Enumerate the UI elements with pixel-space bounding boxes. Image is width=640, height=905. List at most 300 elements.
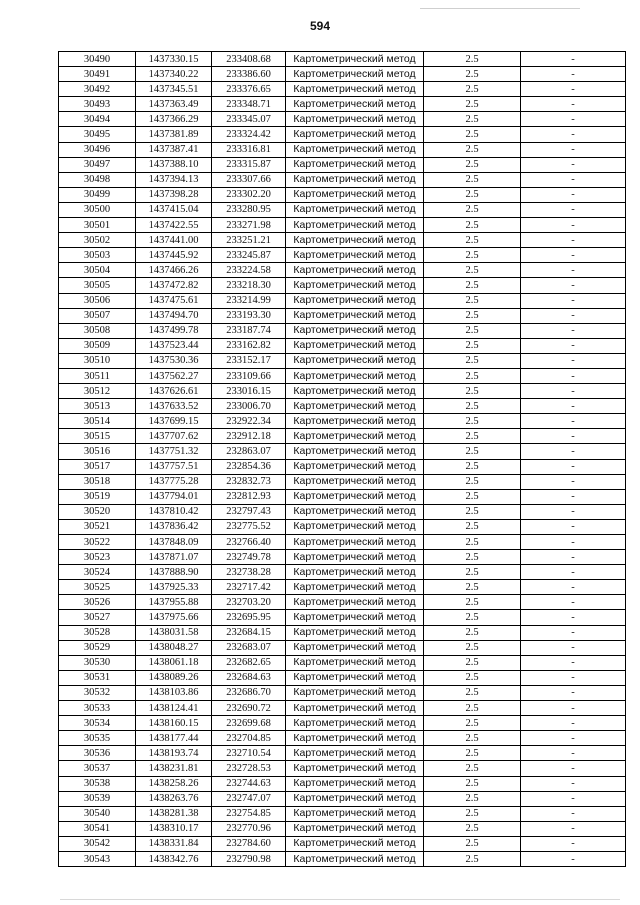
x-coordinate-cell: 1437363.49 [136, 97, 212, 112]
point-number-cell: 30540 [59, 806, 136, 821]
y-coordinate-cell: 232695.95 [212, 610, 286, 625]
point-number-cell: 30527 [59, 610, 136, 625]
method-cell: Картометрический метод [286, 293, 424, 308]
method-cell: Картометрический метод [286, 731, 424, 746]
x-coordinate-cell: 1437475.61 [136, 293, 212, 308]
x-coordinate-cell: 1438281.38 [136, 806, 212, 821]
y-coordinate-cell: 233193.30 [212, 308, 286, 323]
point-number-cell: 30530 [59, 655, 136, 670]
table-row [59, 233, 626, 248]
point-number-cell: 30507 [59, 308, 136, 323]
note-cell: - [521, 580, 626, 595]
y-coordinate-cell: 232770.96 [212, 821, 286, 836]
accuracy-cell: 2.5 [424, 202, 521, 217]
y-coordinate-cell: 233251.21 [212, 233, 286, 248]
table-row [59, 157, 626, 172]
accuracy-cell: 2.5 [424, 384, 521, 399]
note-cell: - [521, 384, 626, 399]
table-row [59, 595, 626, 610]
method-cell: Картометрический метод [286, 308, 424, 323]
note-cell: - [521, 716, 626, 731]
method-cell: Картометрический метод [286, 263, 424, 278]
x-coordinate-cell: 1437387.41 [136, 142, 212, 157]
note-cell: - [521, 504, 626, 519]
point-number-cell: 30528 [59, 625, 136, 640]
accuracy-cell: 2.5 [424, 187, 521, 202]
point-number-cell: 30533 [59, 701, 136, 716]
point-number-cell: 30519 [59, 489, 136, 504]
note-cell: - [521, 776, 626, 791]
point-number-cell: 30513 [59, 399, 136, 414]
note-cell: - [521, 610, 626, 625]
note-cell: - [521, 806, 626, 821]
method-cell: Картометрический метод [286, 248, 424, 263]
accuracy-cell: 2.5 [424, 716, 521, 731]
x-coordinate-cell: 1437466.26 [136, 263, 212, 278]
table-row [59, 806, 626, 821]
x-coordinate-cell: 1438061.18 [136, 655, 212, 670]
accuracy-cell: 2.5 [424, 233, 521, 248]
table-row [59, 625, 626, 640]
table-row [59, 142, 626, 157]
note-cell: - [521, 746, 626, 761]
note-cell: - [521, 444, 626, 459]
point-number-cell: 30491 [59, 67, 136, 82]
y-coordinate-cell: 232775.52 [212, 519, 286, 534]
note-cell: - [521, 489, 626, 504]
method-cell: Картометрический метод [286, 202, 424, 217]
y-coordinate-cell: 233271.98 [212, 218, 286, 233]
method-cell: Картометрический метод [286, 670, 424, 685]
table-row [59, 248, 626, 263]
y-coordinate-cell: 233316.81 [212, 142, 286, 157]
note-cell: - [521, 670, 626, 685]
point-number-cell: 30524 [59, 565, 136, 580]
note-cell: - [521, 851, 626, 866]
x-coordinate-cell: 1437888.90 [136, 565, 212, 580]
accuracy-cell: 2.5 [424, 504, 521, 519]
point-number-cell: 30526 [59, 595, 136, 610]
method-cell: Картометрический метод [286, 791, 424, 806]
method-cell: Картометрический метод [286, 444, 424, 459]
y-coordinate-cell: 232717.42 [212, 580, 286, 595]
accuracy-cell: 2.5 [424, 685, 521, 700]
note-cell: - [521, 414, 626, 429]
y-coordinate-cell: 233214.99 [212, 293, 286, 308]
table-row [59, 474, 626, 489]
method-cell: Картометрический метод [286, 278, 424, 293]
table-row [59, 399, 626, 414]
point-number-cell: 30542 [59, 836, 136, 851]
method-cell: Картометрический метод [286, 353, 424, 368]
accuracy-cell: 2.5 [424, 776, 521, 791]
point-number-cell: 30500 [59, 202, 136, 217]
note-cell: - [521, 701, 626, 716]
accuracy-cell: 2.5 [424, 263, 521, 278]
x-coordinate-cell: 1437366.29 [136, 112, 212, 127]
point-number-cell: 30541 [59, 821, 136, 836]
note-cell: - [521, 218, 626, 233]
x-coordinate-cell: 1438089.26 [136, 670, 212, 685]
table-row [59, 368, 626, 383]
point-number-cell: 30510 [59, 353, 136, 368]
x-coordinate-cell: 1437757.51 [136, 459, 212, 474]
point-number-cell: 30494 [59, 112, 136, 127]
table-row [59, 52, 626, 67]
accuracy-cell: 2.5 [424, 248, 521, 263]
x-coordinate-cell: 1437751.32 [136, 444, 212, 459]
point-number-cell: 30514 [59, 414, 136, 429]
y-coordinate-cell: 232912.18 [212, 429, 286, 444]
method-cell: Картометрический метод [286, 172, 424, 187]
x-coordinate-cell: 1438177.44 [136, 731, 212, 746]
point-number-cell: 30495 [59, 127, 136, 142]
accuracy-cell: 2.5 [424, 142, 521, 157]
point-number-cell: 30538 [59, 776, 136, 791]
accuracy-cell: 2.5 [424, 293, 521, 308]
table-row [59, 731, 626, 746]
method-cell: Картометрический метод [286, 218, 424, 233]
accuracy-cell: 2.5 [424, 97, 521, 112]
accuracy-cell: 2.5 [424, 338, 521, 353]
x-coordinate-cell: 1437925.33 [136, 580, 212, 595]
method-cell: Картометрический метод [286, 761, 424, 776]
x-coordinate-cell: 1438103.86 [136, 685, 212, 700]
table-row [59, 746, 626, 761]
accuracy-cell: 2.5 [424, 535, 521, 550]
y-coordinate-cell: 232738.28 [212, 565, 286, 580]
y-coordinate-cell: 232812.93 [212, 489, 286, 504]
y-coordinate-cell: 233324.42 [212, 127, 286, 142]
x-coordinate-cell: 1437345.51 [136, 82, 212, 97]
method-cell: Картометрический метод [286, 429, 424, 444]
method-cell: Картометрический метод [286, 399, 424, 414]
note-cell: - [521, 67, 626, 82]
y-coordinate-cell: 232684.63 [212, 670, 286, 685]
table-row [59, 776, 626, 791]
point-number-cell: 30502 [59, 233, 136, 248]
point-number-cell: 30508 [59, 323, 136, 338]
note-cell: - [521, 368, 626, 383]
y-coordinate-cell: 233187.74 [212, 323, 286, 338]
table-row [59, 187, 626, 202]
y-coordinate-cell: 232863.07 [212, 444, 286, 459]
point-number-cell: 30490 [59, 52, 136, 67]
note-cell: - [521, 535, 626, 550]
point-number-cell: 30531 [59, 670, 136, 685]
x-coordinate-cell: 1437955.88 [136, 595, 212, 610]
accuracy-cell: 2.5 [424, 368, 521, 383]
note-cell: - [521, 550, 626, 565]
x-coordinate-cell: 1437562.27 [136, 368, 212, 383]
method-cell: Картометрический метод [286, 368, 424, 383]
accuracy-cell: 2.5 [424, 218, 521, 233]
coordinates-table-body [59, 52, 626, 867]
coordinates-table [58, 51, 626, 867]
method-cell: Картометрический метод [286, 776, 424, 791]
table-row [59, 791, 626, 806]
x-coordinate-cell: 1437633.52 [136, 399, 212, 414]
y-coordinate-cell: 232699.68 [212, 716, 286, 731]
point-number-cell: 30493 [59, 97, 136, 112]
x-coordinate-cell: 1437445.92 [136, 248, 212, 263]
method-cell: Картометрический метод [286, 338, 424, 353]
note-cell: - [521, 353, 626, 368]
method-cell: Картометрический метод [286, 52, 424, 67]
y-coordinate-cell: 232744.63 [212, 776, 286, 791]
table-row [59, 851, 626, 866]
note-cell: - [521, 157, 626, 172]
method-cell: Картометрический метод [286, 384, 424, 399]
y-coordinate-cell: 232790.98 [212, 851, 286, 866]
table-row [59, 308, 626, 323]
y-coordinate-cell: 233408.68 [212, 52, 286, 67]
y-coordinate-cell: 233006.70 [212, 399, 286, 414]
accuracy-cell: 2.5 [424, 127, 521, 142]
accuracy-cell: 2.5 [424, 851, 521, 866]
note-cell: - [521, 52, 626, 67]
accuracy-cell: 2.5 [424, 444, 521, 459]
accuracy-cell: 2.5 [424, 489, 521, 504]
accuracy-cell: 2.5 [424, 550, 521, 565]
table-row [59, 172, 626, 187]
note-cell: - [521, 293, 626, 308]
y-coordinate-cell: 232683.07 [212, 640, 286, 655]
accuracy-cell: 2.5 [424, 821, 521, 836]
table-row [59, 97, 626, 112]
method-cell: Картометрический метод [286, 459, 424, 474]
table-row [59, 429, 626, 444]
method-cell: Картометрический метод [286, 127, 424, 142]
table-row [59, 701, 626, 716]
point-number-cell: 30536 [59, 746, 136, 761]
table-row [59, 353, 626, 368]
note-cell: - [521, 429, 626, 444]
x-coordinate-cell: 1438231.81 [136, 761, 212, 776]
y-coordinate-cell: 233302.20 [212, 187, 286, 202]
note-cell: - [521, 142, 626, 157]
y-coordinate-cell: 232797.43 [212, 504, 286, 519]
y-coordinate-cell: 232766.40 [212, 535, 286, 550]
table-row [59, 670, 626, 685]
point-number-cell: 30505 [59, 278, 136, 293]
point-number-cell: 30499 [59, 187, 136, 202]
point-number-cell: 30496 [59, 142, 136, 157]
accuracy-cell: 2.5 [424, 836, 521, 851]
x-coordinate-cell: 1437836.42 [136, 519, 212, 534]
table-row [59, 414, 626, 429]
note-cell: - [521, 640, 626, 655]
x-coordinate-cell: 1437494.70 [136, 308, 212, 323]
method-cell: Картометрический метод [286, 580, 424, 595]
accuracy-cell: 2.5 [424, 399, 521, 414]
table-row [59, 202, 626, 217]
table-row [59, 610, 626, 625]
page-number: 594 [309, 19, 331, 33]
y-coordinate-cell: 232922.34 [212, 414, 286, 429]
method-cell: Картометрический метод [286, 414, 424, 429]
method-cell: Картометрический метод [286, 474, 424, 489]
accuracy-cell: 2.5 [424, 610, 521, 625]
accuracy-cell: 2.5 [424, 323, 521, 338]
method-cell: Картометрический метод [286, 82, 424, 97]
point-number-cell: 30537 [59, 761, 136, 776]
accuracy-cell: 2.5 [424, 806, 521, 821]
accuracy-cell: 2.5 [424, 353, 521, 368]
y-coordinate-cell: 233280.95 [212, 202, 286, 217]
point-number-cell: 30498 [59, 172, 136, 187]
table-row [59, 444, 626, 459]
x-coordinate-cell: 1437794.01 [136, 489, 212, 504]
method-cell: Картометрический метод [286, 565, 424, 580]
accuracy-cell: 2.5 [424, 791, 521, 806]
x-coordinate-cell: 1437699.15 [136, 414, 212, 429]
method-cell: Картометрический метод [286, 610, 424, 625]
table-row [59, 685, 626, 700]
table-row [59, 550, 626, 565]
point-number-cell: 30529 [59, 640, 136, 655]
table-row [59, 293, 626, 308]
x-coordinate-cell: 1438031.58 [136, 625, 212, 640]
x-coordinate-cell: 1437398.28 [136, 187, 212, 202]
point-number-cell: 30509 [59, 338, 136, 353]
y-coordinate-cell: 233224.58 [212, 263, 286, 278]
accuracy-cell: 2.5 [424, 112, 521, 127]
table-row [59, 836, 626, 851]
scan-top-rule [420, 8, 580, 9]
table-row [59, 640, 626, 655]
x-coordinate-cell: 1437472.82 [136, 278, 212, 293]
y-coordinate-cell: 232682.65 [212, 655, 286, 670]
method-cell: Картометрический метод [286, 157, 424, 172]
method-cell: Картометрический метод [286, 851, 424, 866]
y-coordinate-cell: 233345.07 [212, 112, 286, 127]
table-row [59, 459, 626, 474]
point-number-cell: 30512 [59, 384, 136, 399]
y-coordinate-cell: 232728.53 [212, 761, 286, 776]
x-coordinate-cell: 1437810.42 [136, 504, 212, 519]
y-coordinate-cell: 233376.65 [212, 82, 286, 97]
x-coordinate-cell: 1438193.74 [136, 746, 212, 761]
table-row [59, 82, 626, 97]
point-number-cell: 30492 [59, 82, 136, 97]
x-coordinate-cell: 1438331.84 [136, 836, 212, 851]
y-coordinate-cell: 233162.82 [212, 338, 286, 353]
point-number-cell: 30516 [59, 444, 136, 459]
accuracy-cell: 2.5 [424, 565, 521, 580]
point-number-cell: 30522 [59, 535, 136, 550]
note-cell: - [521, 761, 626, 776]
note-cell: - [521, 731, 626, 746]
method-cell: Картометрический метод [286, 746, 424, 761]
method-cell: Картометрический метод [286, 142, 424, 157]
point-number-cell: 30506 [59, 293, 136, 308]
accuracy-cell: 2.5 [424, 172, 521, 187]
note-cell: - [521, 263, 626, 278]
y-coordinate-cell: 232684.15 [212, 625, 286, 640]
accuracy-cell: 2.5 [424, 746, 521, 761]
x-coordinate-cell: 1438310.17 [136, 821, 212, 836]
accuracy-cell: 2.5 [424, 429, 521, 444]
method-cell: Картометрический метод [286, 716, 424, 731]
y-coordinate-cell: 232710.54 [212, 746, 286, 761]
x-coordinate-cell: 1438160.15 [136, 716, 212, 731]
y-coordinate-cell: 233016.15 [212, 384, 286, 399]
point-number-cell: 30521 [59, 519, 136, 534]
table-row [59, 263, 626, 278]
table-row [59, 535, 626, 550]
y-coordinate-cell: 232704.85 [212, 731, 286, 746]
note-cell: - [521, 127, 626, 142]
point-number-cell: 30543 [59, 851, 136, 866]
point-number-cell: 30534 [59, 716, 136, 731]
x-coordinate-cell: 1438263.76 [136, 791, 212, 806]
method-cell: Картометрический метод [286, 625, 424, 640]
x-coordinate-cell: 1437871.07 [136, 550, 212, 565]
y-coordinate-cell: 233245.87 [212, 248, 286, 263]
table-row [59, 504, 626, 519]
method-cell: Картометрический метод [286, 323, 424, 338]
point-number-cell: 30532 [59, 685, 136, 700]
note-cell: - [521, 519, 626, 534]
x-coordinate-cell: 1437848.09 [136, 535, 212, 550]
method-cell: Картометрический метод [286, 821, 424, 836]
accuracy-cell: 2.5 [424, 670, 521, 685]
point-number-cell: 30503 [59, 248, 136, 263]
method-cell: Картометрический метод [286, 685, 424, 700]
accuracy-cell: 2.5 [424, 278, 521, 293]
note-cell: - [521, 323, 626, 338]
note-cell: - [521, 595, 626, 610]
note-cell: - [521, 399, 626, 414]
note-cell: - [521, 625, 626, 640]
method-cell: Картометрический метод [286, 595, 424, 610]
y-coordinate-cell: 232832.73 [212, 474, 286, 489]
x-coordinate-cell: 1437441.00 [136, 233, 212, 248]
x-coordinate-cell: 1437415.04 [136, 202, 212, 217]
method-cell: Картометрический метод [286, 233, 424, 248]
method-cell: Картометрический метод [286, 806, 424, 821]
accuracy-cell: 2.5 [424, 474, 521, 489]
accuracy-cell: 2.5 [424, 761, 521, 776]
accuracy-cell: 2.5 [424, 157, 521, 172]
accuracy-cell: 2.5 [424, 414, 521, 429]
y-coordinate-cell: 232784.60 [212, 836, 286, 851]
method-cell: Картометрический метод [286, 836, 424, 851]
y-coordinate-cell: 233152.17 [212, 353, 286, 368]
y-coordinate-cell: 233386.60 [212, 67, 286, 82]
table-row [59, 127, 626, 142]
x-coordinate-cell: 1437975.66 [136, 610, 212, 625]
x-coordinate-cell: 1437530.36 [136, 353, 212, 368]
x-coordinate-cell: 1437330.15 [136, 52, 212, 67]
x-coordinate-cell: 1437388.10 [136, 157, 212, 172]
table-row [59, 565, 626, 580]
y-coordinate-cell: 232854.36 [212, 459, 286, 474]
x-coordinate-cell: 1438342.76 [136, 851, 212, 866]
note-cell: - [521, 685, 626, 700]
table-row [59, 580, 626, 595]
accuracy-cell: 2.5 [424, 595, 521, 610]
note-cell: - [521, 474, 626, 489]
x-coordinate-cell: 1437394.13 [136, 172, 212, 187]
note-cell: - [521, 112, 626, 127]
table-row [59, 716, 626, 731]
table-row [59, 821, 626, 836]
table-row [59, 218, 626, 233]
y-coordinate-cell: 232754.85 [212, 806, 286, 821]
x-coordinate-cell: 1437626.61 [136, 384, 212, 399]
